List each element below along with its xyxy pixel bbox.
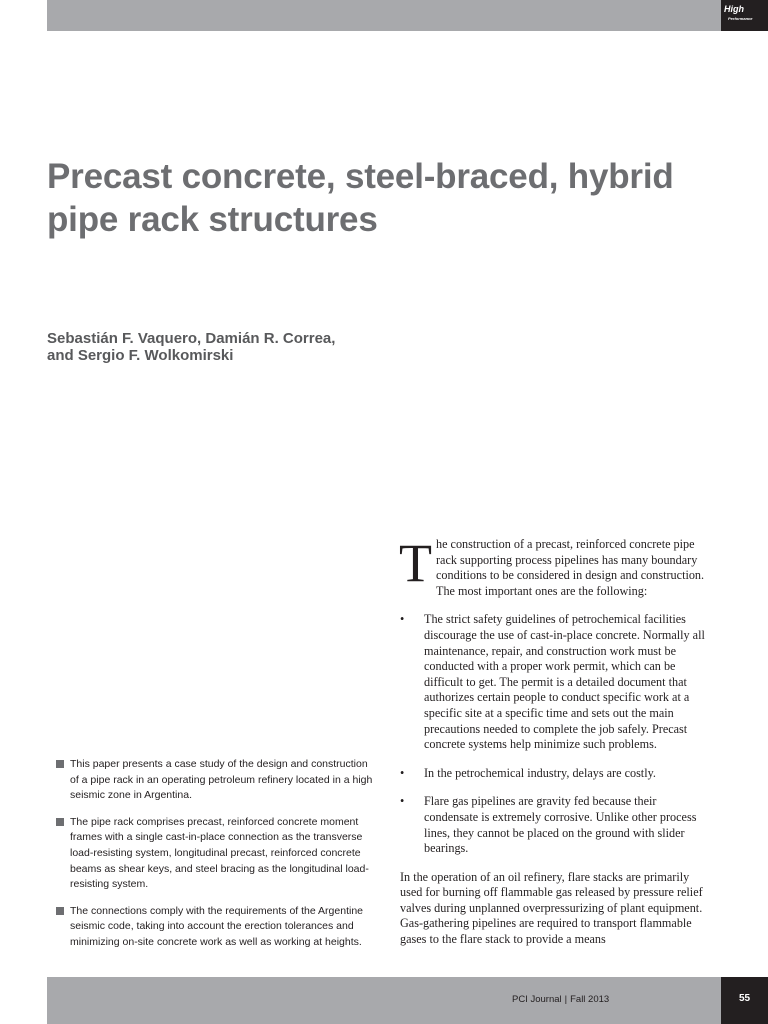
logo-line-2: Performance xyxy=(728,16,753,21)
intro-text: he construction of a precast, reinforced concrete pipe rack supporting process pipelines has many boundary conditions to be considered in design and construction. The most important ones are the following: xyxy=(436,537,705,598)
footer-citation xyxy=(512,993,609,1007)
summary-text: The pipe rack comprises precast, reinforced concrete moment frames with a single cast-in-place connection as the transverse load-resisting system, longitudinal precast, reinforced concrete beams as shear keys, and steel bracing as the longitudinal load-resisting system. xyxy=(70,815,369,891)
drop-cap: T xyxy=(399,533,432,593)
journal-logo xyxy=(721,0,768,31)
bullet-text: The strict safety guidelines of petrochemical facilities discourage the use of cast-in-place concrete. Normally all maintenance, repair, and construction work must be conducted with a proper work permit, which can be difficult to get. The permit is a detailed document that authorizes certain people to conduct specific work at a specific site at a specific time and sets out the main precautions needed to complete the job safely. Precast concrete systems help minimize such problems. xyxy=(424,612,705,752)
journal-issue: Fall 2013 xyxy=(570,994,610,1005)
body-text-column xyxy=(399,533,712,948)
square-bullet-icon xyxy=(56,760,64,768)
journal-name: PCI Journal xyxy=(512,994,562,1005)
article-title: Precast concrete, steel-braced, hybrid pipe rack structures xyxy=(47,157,674,239)
bullet-dot-icon: • xyxy=(400,612,405,627)
summary-item xyxy=(56,815,374,893)
summary-points xyxy=(56,757,374,962)
bullet-text: Flare gas pipelines are gravity fed because their condensate is extremely corrosive. Unlike other process lines, they cannot be placed on the ground with slider bearings. xyxy=(424,794,697,856)
footer-bar xyxy=(47,977,721,1024)
authors-line-2: and Sergio F. Wolkomirski xyxy=(47,347,234,364)
summary-item xyxy=(56,904,374,951)
summary-text: This paper presents a case study of the design and construction of a pipe rack in an operating petroleum refinery located in a high seismic zone in Argentina. xyxy=(70,758,373,802)
closing-paragraph: In the operation of an oil refinery, flare stacks are primarily used for burning off flammable gas released by pressure relief valves during unplanned overpressurizing of plant equipment. Gas-gathering pipelines are required to transport flammable gases to the flare stack to provide a means xyxy=(400,869,703,947)
intro-paragraph xyxy=(399,533,712,599)
body-bullet-item xyxy=(400,766,712,782)
authors-line-1: Sebastián F. Vaquero, Damián R. Correa, xyxy=(47,330,336,347)
summary-item xyxy=(56,757,374,804)
square-bullet-icon xyxy=(56,907,64,915)
body-bullet-list xyxy=(400,612,712,856)
page-number: 55 xyxy=(738,993,751,1004)
bullet-dot-icon: • xyxy=(400,794,405,809)
logo-line-1: High xyxy=(724,4,744,14)
square-bullet-icon xyxy=(56,818,64,826)
page-number-box xyxy=(721,977,768,1024)
header-bar xyxy=(47,0,721,31)
summary-text: The connections comply with the requirements of the Argentine seismic code, taking into account the erection tolerances and minimizing on-site concrete work as well as working at heights. xyxy=(70,904,363,948)
author-list xyxy=(47,330,547,364)
body-bullet-item xyxy=(400,794,712,856)
bullet-text: In the petrochemical industry, delays are costly. xyxy=(424,765,656,780)
body-bullet-item xyxy=(400,612,712,752)
footer-separator: | xyxy=(564,994,568,1005)
high-performance-logo-icon xyxy=(724,5,764,25)
bullet-dot-icon: • xyxy=(400,765,405,780)
